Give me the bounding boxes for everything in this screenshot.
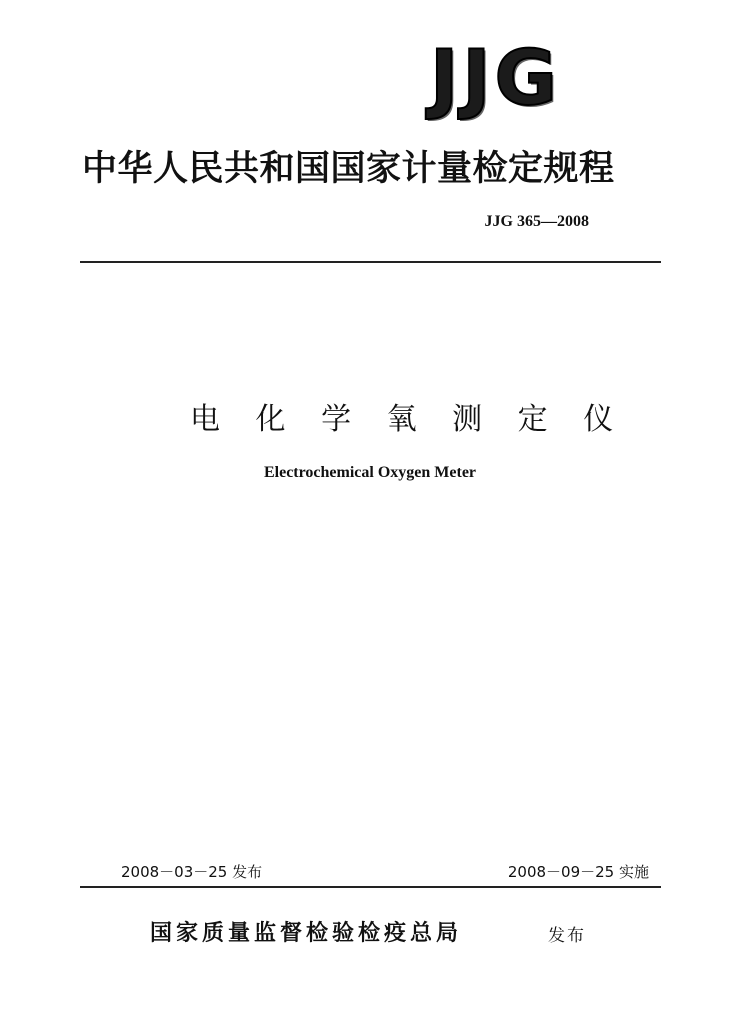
top-divider xyxy=(80,261,661,263)
document-title-cn: 电 化 学 氧 测 定 仪 xyxy=(190,402,627,437)
publisher-suffix: 发布 xyxy=(548,926,586,946)
implementation-date: 2008－09－25 实施 xyxy=(507,863,649,881)
standard-number: JJG 365—2008 xyxy=(484,213,589,230)
publisher-name: 国家质量监督检验检疫总局 xyxy=(150,921,463,946)
issue-date: 2008－03－25 发布 xyxy=(121,863,263,881)
jjg-logo xyxy=(430,33,622,122)
document-title-en: Electrochemical Oxygen Meter xyxy=(263,464,477,481)
bottom-divider xyxy=(80,886,661,888)
regulation-series-title: 中华人民共和国国家计量检定规程 xyxy=(82,149,615,189)
jjg-logo-text: JJG xyxy=(430,33,561,122)
